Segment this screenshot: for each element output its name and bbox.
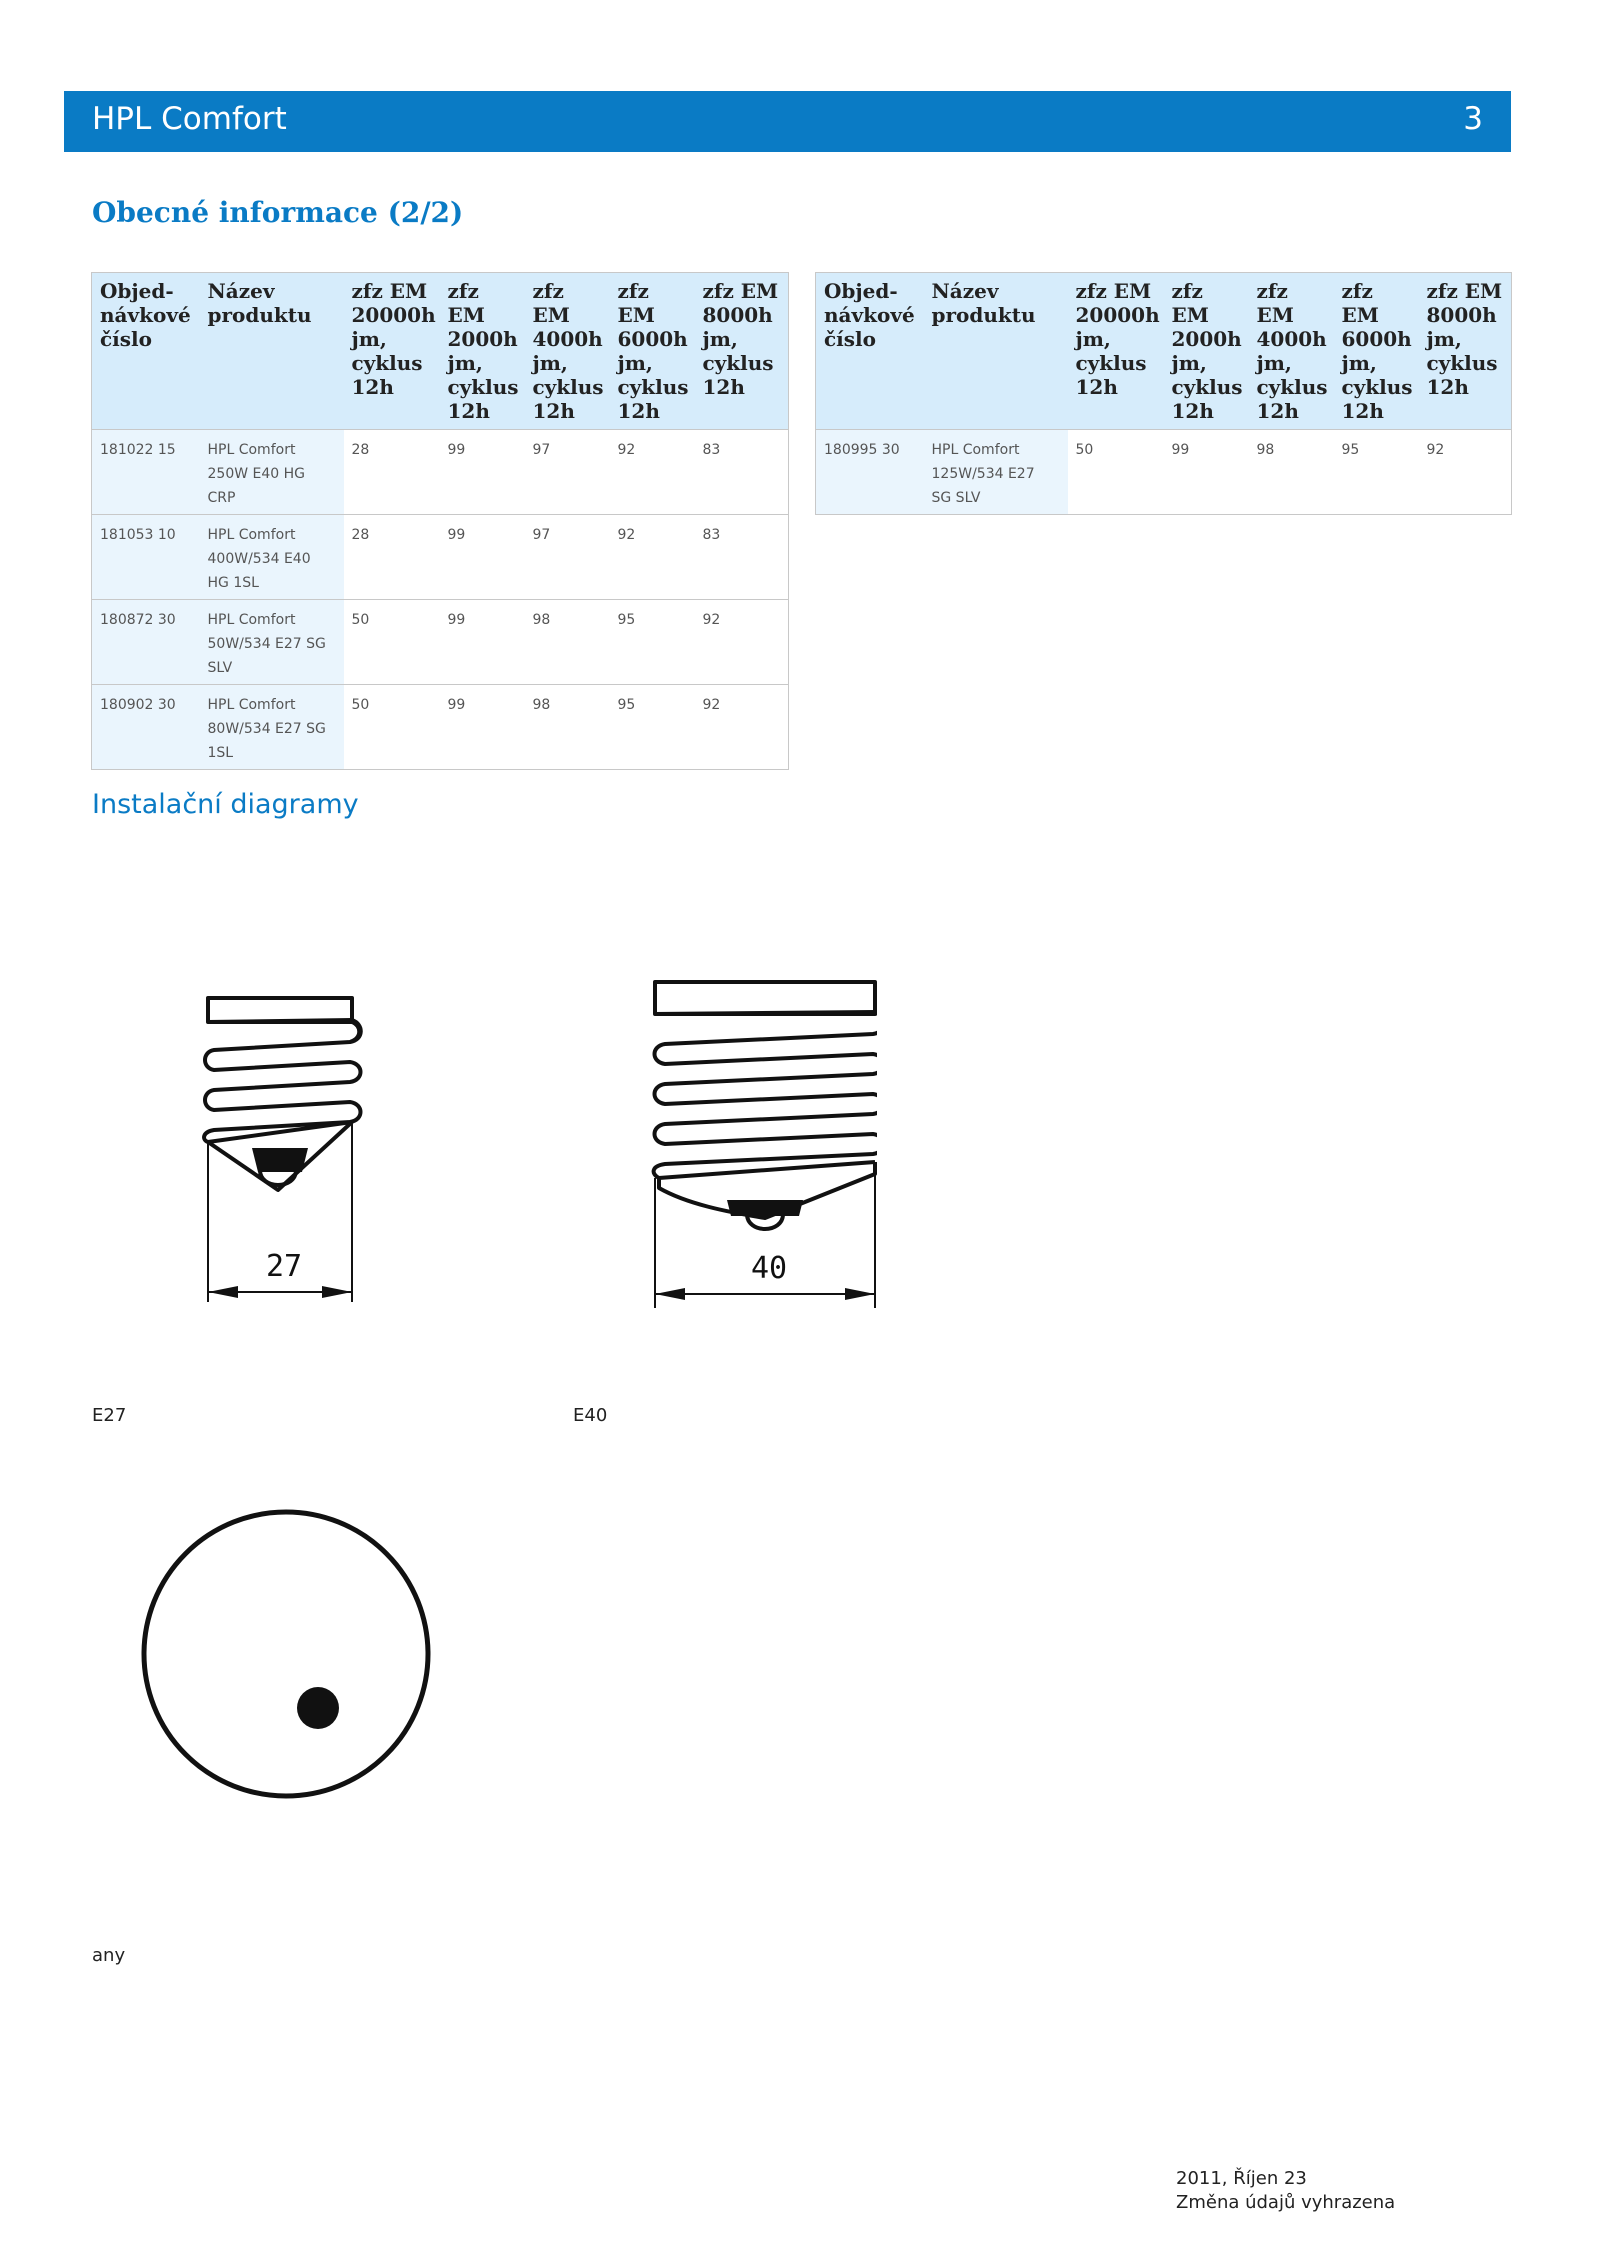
value-cell: 28	[344, 515, 440, 600]
order-number-cell: 180872 30	[92, 600, 200, 685]
table-row	[92, 515, 789, 600]
value-cell: 97	[525, 430, 610, 515]
table-header-cell: zfz EM 8000h jm, cyklus 12h	[695, 273, 789, 430]
e40-dimension-label: 40	[750, 1251, 788, 1286]
table-header-cell: Objed- návkové číslo	[816, 273, 924, 430]
any-caption: any	[92, 1945, 126, 1966]
table-header-cell: Název produktu	[924, 273, 1068, 430]
table-row	[92, 600, 789, 685]
table-row	[92, 685, 789, 770]
value-cell: 28	[344, 430, 440, 515]
table-header-row	[92, 273, 789, 430]
value-cell: 98	[525, 685, 610, 770]
value-cell: 98	[1249, 430, 1334, 515]
table-header-row	[816, 273, 1512, 430]
value-cell: 50	[1068, 430, 1164, 515]
table-header-cell: zfz EM 20000h jm, cyklus 12h	[1068, 273, 1164, 430]
table-header-cell: zfz EM 20000h jm, cyklus 12h	[344, 273, 440, 430]
table-header-cell: zfz EM 2000h jm, cyklus 12h	[1164, 273, 1249, 430]
e40-base-diagram	[647, 978, 877, 1312]
header-bar	[64, 91, 1511, 152]
value-cell: 83	[695, 430, 789, 515]
table-header-cell: Objed- návkové číslo	[92, 273, 200, 430]
table-header-cell: zfz EM 4000h jm, cyklus 12h	[525, 273, 610, 430]
document-title: HPL Comfort	[92, 101, 287, 137]
table-header-cell: zfz EM 2000h jm, cyklus 12h	[440, 273, 525, 430]
table-row	[92, 430, 789, 515]
table-row	[816, 430, 1512, 515]
burning-position-diagram	[136, 1504, 436, 1804]
product-name-cell: HPL Comfort 50W/534 E27 SG SLV	[200, 600, 344, 685]
value-cell: 50	[344, 600, 440, 685]
value-cell: 50	[344, 685, 440, 770]
value-cell: 99	[440, 685, 525, 770]
section-title: Obecné informace (2/2)	[92, 196, 464, 229]
value-cell: 92	[610, 430, 695, 515]
order-number-cell: 181053 10	[92, 515, 200, 600]
page-number: 3	[1463, 101, 1483, 137]
value-cell: 98	[525, 600, 610, 685]
product-name-cell: HPL Comfort 80W/534 E27 SG 1SL	[200, 685, 344, 770]
value-cell: 97	[525, 515, 610, 600]
value-cell: 95	[610, 600, 695, 685]
install-diagrams-title: Instalační diagramy	[92, 789, 359, 820]
value-cell: 92	[1419, 430, 1512, 515]
e40-caption: E40	[573, 1405, 608, 1426]
order-number-cell: 181022 15	[92, 430, 200, 515]
product-name-cell: HPL Comfort 400W/534 E40 HG 1SL	[200, 515, 344, 600]
order-number-cell: 180995 30	[816, 430, 924, 515]
value-cell: 95	[1334, 430, 1419, 515]
value-cell: 83	[695, 515, 789, 600]
value-cell: 99	[440, 600, 525, 685]
value-cell: 99	[440, 430, 525, 515]
order-number-cell: 180902 30	[92, 685, 200, 770]
table-header-cell: zfz EM 6000h jm, cyklus 12h	[1334, 273, 1419, 430]
value-cell: 95	[610, 685, 695, 770]
e27-base-diagram	[200, 990, 370, 1310]
product-name-cell: HPL Comfort 125W/534 E27 SG SLV	[924, 430, 1068, 515]
spec-table-right	[815, 272, 1512, 515]
table-header-cell: zfz EM 4000h jm, cyklus 12h	[1249, 273, 1334, 430]
value-cell: 99	[440, 515, 525, 600]
footer	[1176, 2167, 1395, 2215]
value-cell: 92	[695, 685, 789, 770]
table-header-cell: zfz EM 8000h jm, cyklus 12h	[1419, 273, 1512, 430]
table-header-cell: Název produktu	[200, 273, 344, 430]
table-header-cell: zfz EM 6000h jm, cyklus 12h	[610, 273, 695, 430]
footer-date: 2011, Říjen 23	[1176, 2168, 1307, 2189]
value-cell: 99	[1164, 430, 1249, 515]
value-cell: 92	[695, 600, 789, 685]
e27-caption: E27	[92, 1405, 127, 1426]
footer-notice: Změna údajů vyhrazena	[1176, 2192, 1396, 2213]
spec-table-left	[91, 272, 789, 770]
value-cell: 92	[610, 515, 695, 600]
e27-dimension-label: 27	[265, 1249, 303, 1284]
product-name-cell: HPL Comfort 250W E40 HG CRP	[200, 430, 344, 515]
